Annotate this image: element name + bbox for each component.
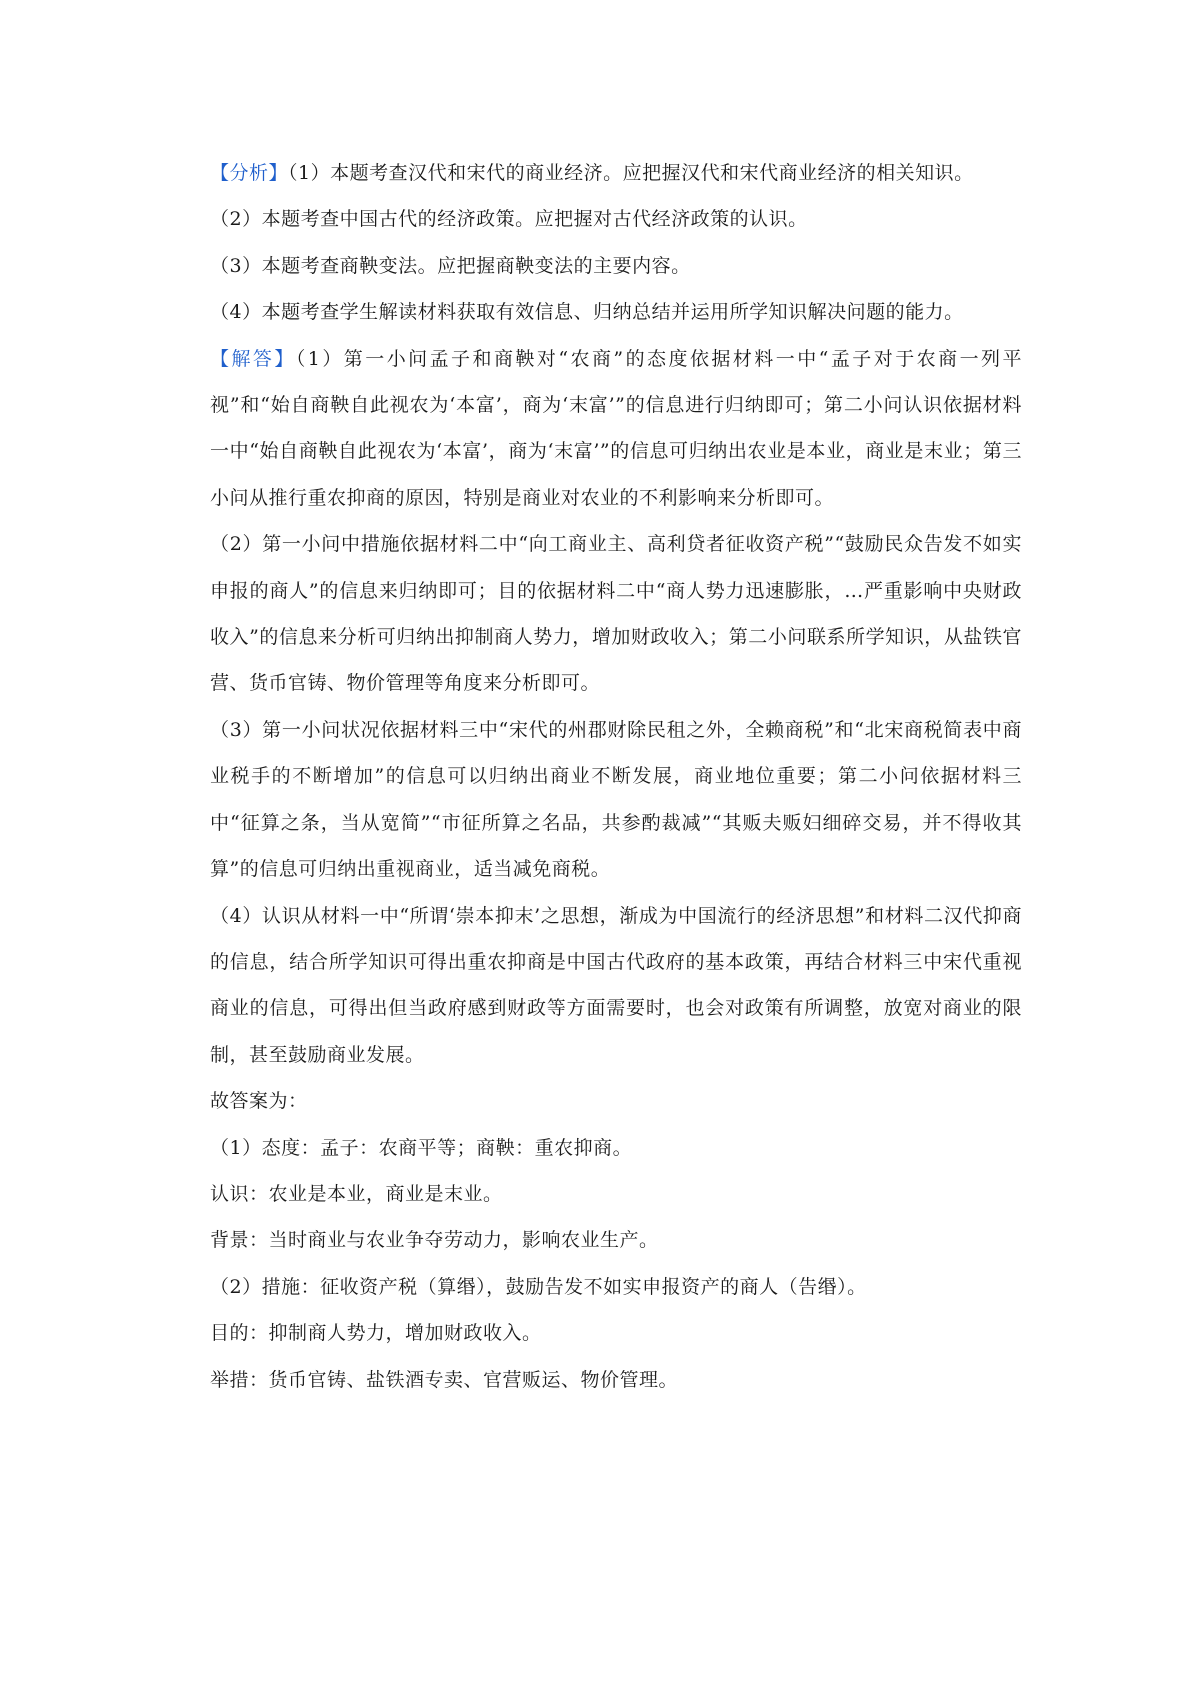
final-answer-line-4: （2）措施：征收资产税（算缗），鼓励告发不如实申报资产的商人（告缗）。 xyxy=(210,1275,867,1298)
answer-item-2: （2）第一小问中措施依据材料二中“向工商业主、高利贷者征收资产税”“鼓励民众告发不如实申报的商人”的信息来归纳即可；目的依据材料二中“商人势力迅速膨胀，…严重影响中央财政收入”的信息来分析可归纳出抑制商人势力，增加财政收入；第二小问联系所学知识，从盐铁官营、货币官铸、物价管理等角度来分析即可。 xyxy=(210,533,1022,695)
answer-item-1 xyxy=(210,336,1022,522)
analysis-item-3: （3）本题考查商鞅变法。应把握商鞅变法的主要内容。 xyxy=(210,254,691,277)
analysis-item-2: （2）本题考查中国古代的经济政策。应把握对古代经济政策的认识。 xyxy=(210,208,808,231)
final-answer-lead: 故答案为： xyxy=(210,1090,308,1113)
answer-item-3: （3）第一小问状况依据材料三中“宋代的州郡财除民租之外，全赖商税”和“北宋商税简表中商业税手的不断增加”的信息可以归纳出商业不断发展，商业地位重要；第二小问依据材料三中“征算之条，当从宽简”“市征所算之名品，共参酌裁减”“其贩夫贩妇细碎交易，并不得收其算”的信息可归纳出重视商业，适当减免商税。 xyxy=(210,718,1022,881)
final-answer-line-2: 认识：农业是本业，商业是末业。 xyxy=(210,1182,503,1205)
analysis-text-1: （1）本题考查汉代和宋代的商业经济。应把握汉代和宋代商业经济的相关知识。 xyxy=(288,162,974,184)
final-answer-line-5: 目的：抑制商人势力，增加财政收入。 xyxy=(210,1322,542,1345)
answer-item-4: （4）认识从材料一中“所谓‘崇本抑末’之思想，渐成为中国流行的经济思想”和材料二汉代抑商的信息，结合所学知识可得出重农抑商是中国古代政府的基本政策，再结合材料三中宋代重视商业的信息，可得出但当政府感到财政等方面需要时，也会对政策有所调整，放宽对商业的限制，甚至鼓励商业发展。 xyxy=(210,904,1022,1066)
answer-tag: 【解答】 xyxy=(210,347,296,370)
answer-text-1: （1）第一小问孟子和商鞅对“农商”的态度依据材料一中“孟子对于农商一列平视”和“始自商鞅自此视农为‘本富’，商为‘末富’”的信息进行归纳即可；第二小问认识依据材料一中“始自商鞅自此视农为‘本富’，商为‘末富’”的信息可归纳出农业是本业，商业是末业；第三小问从推行重农抑商的原因，特别是商业对农业的不利影响来分析即可。 xyxy=(210,347,1022,509)
final-answer-line-6: 举措：货币官铸、盐铁酒专卖、官营贩运、物价管理。 xyxy=(210,1368,679,1391)
final-answer-line-1: （1）态度：孟子：农商平等；商鞅：重农抑商。 xyxy=(210,1136,633,1159)
analysis-item-1 xyxy=(210,150,1022,196)
analysis-tag: 【分析】 xyxy=(210,162,289,184)
analysis-item-4: （4）本题考查学生解读材料获取有效信息、归纳总结并运用所学知识解决问题的能力。 xyxy=(210,301,964,324)
final-answer-line-3: 背景：当时商业与农业争夺劳动力，影响农业生产。 xyxy=(210,1229,659,1252)
document-page xyxy=(210,150,1022,1403)
